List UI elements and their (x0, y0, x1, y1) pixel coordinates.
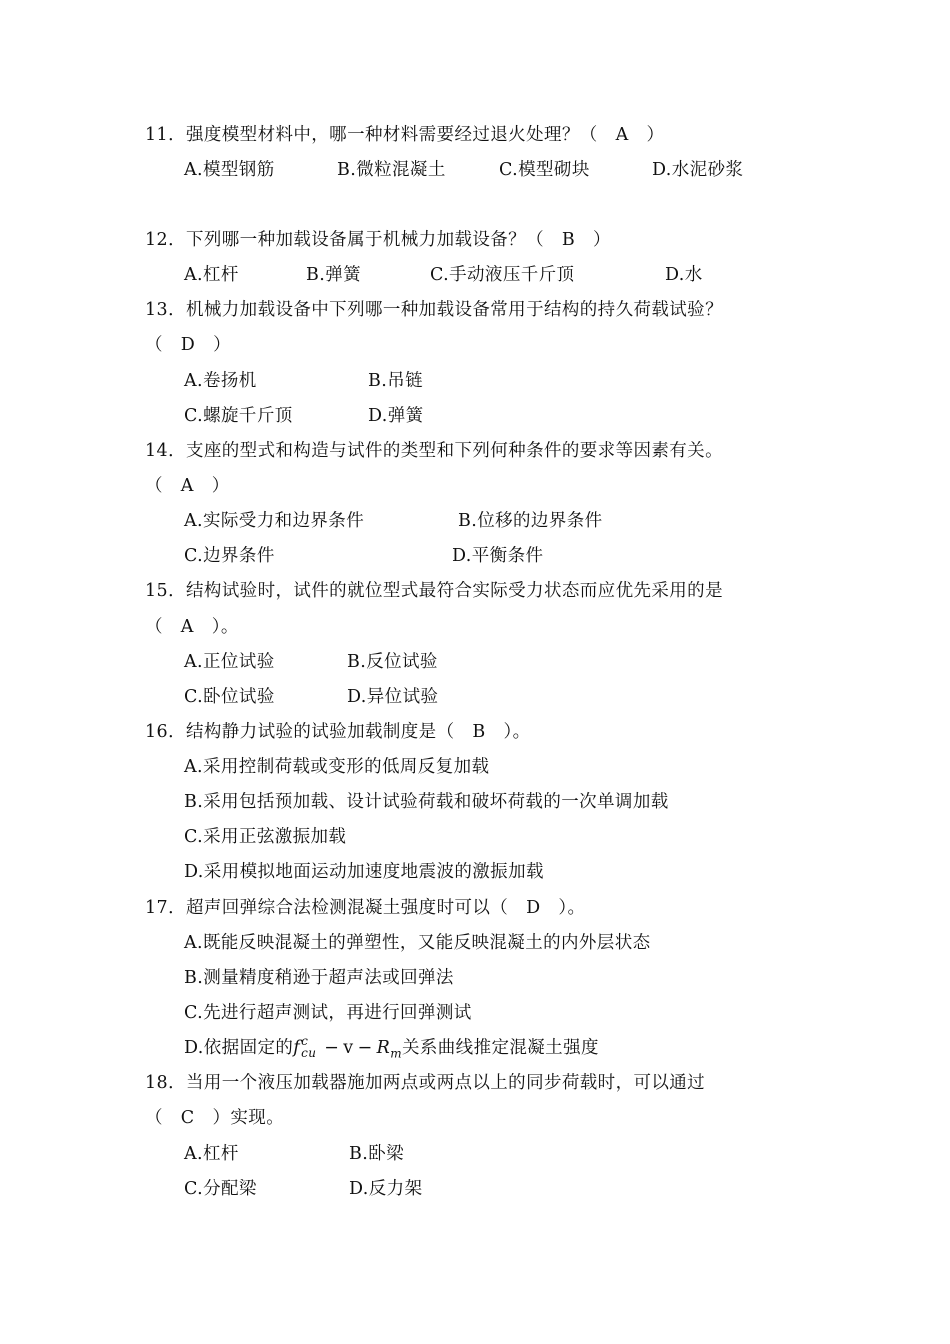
question-13-option-c: C.螺旋千斤顶 (184, 406, 293, 426)
question-17-option-d-suffix: 关系曲线推定混凝土强度 (401, 1038, 599, 1058)
formula-r: R (376, 1038, 391, 1058)
question-15-stem: 15．结构试验时，试件的就位型式最符合实际受力状态而应优先采用的是 (145, 581, 723, 601)
question-11-option-d: D.水泥砂浆 (652, 160, 744, 180)
formula-minus-1: − (324, 1038, 340, 1058)
question-13-option-d: D.弹簧 (368, 406, 424, 426)
question-14-stem: 14．支座的型式和构造与试件的类型和下列何种条件的要求等因素有关。 (145, 441, 723, 461)
question-15-option-a: A.正位试验 (184, 652, 275, 672)
question-17-option-d (184, 1034, 599, 1065)
question-15-answer: （ A ）。 (145, 617, 239, 637)
question-12-option-b: B.弹簧 (306, 265, 362, 285)
formula-f-sup: c (301, 1034, 309, 1048)
question-13-answer: （ D ） (145, 335, 232, 355)
question-18-option-a: A.杠杆 (184, 1144, 239, 1164)
question-16-option-b: B.采用包括预加载、设计试验荷载和破坏荷载的一次单调加载 (184, 792, 669, 812)
question-14-option-b: B.位移的边界条件 (458, 511, 603, 531)
question-16-stem: 16．结构静力试验的试验加载制度是（ B ）。 (145, 722, 531, 742)
question-12-stem: 12．下列哪一种加载设备属于机械力加载设备？（ B ） (145, 230, 611, 250)
question-17-option-b: B.测量精度稍逊于超声法或回弹法 (184, 968, 454, 988)
question-14-answer: （ A ） (145, 476, 230, 496)
question-17-option-a: A.既能反映混凝土的弹塑性，又能反映混凝土的内外层状态 (184, 933, 651, 953)
question-15-option-d: D.异位试验 (347, 687, 439, 707)
formula-f-sub: cu (301, 1046, 317, 1060)
question-16-option-c: C.采用正弦激振加载 (184, 827, 347, 847)
question-16-option-d: D.采用模拟地面运动加速度地震波的激振加载 (184, 862, 544, 882)
question-17-option-c: C.先进行超声测试，再进行回弹测试 (184, 1003, 472, 1023)
question-12-option-a: A.杠杆 (184, 265, 239, 285)
question-14-option-d: D.平衡条件 (452, 546, 544, 566)
question-17-stem: 17．超声回弹综合法检测混凝土强度时可以（ D ）。 (145, 898, 586, 918)
formula-minus-2: − (357, 1038, 373, 1058)
formula-v: v (343, 1038, 354, 1058)
question-14-option-c: C.边界条件 (184, 546, 275, 566)
question-13-option-b: B.吊链 (368, 371, 424, 391)
question-16-option-a: A.采用控制荷载或变形的低周反复加载 (184, 757, 490, 777)
question-18-option-d: D.反力架 (349, 1179, 423, 1199)
question-18-answer: （ C ）实现。 (145, 1108, 285, 1128)
question-14-option-a: A.实际受力和边界条件 (184, 511, 365, 531)
question-13-stem: 13．机械力加载设备中下列哪一种加载设备常用于结构的持久荷载试验？ (145, 300, 723, 320)
question-15-option-c: C.卧位试验 (184, 687, 275, 707)
question-13-option-a: A.卷扬机 (184, 371, 257, 391)
question-11-option-a: A.模型钢筋 (184, 160, 275, 180)
question-11-stem: 11．强度模型材料中，哪一种材料需要经过退火处理？（ A ） (145, 125, 665, 145)
question-18-option-b: B.卧梁 (349, 1144, 405, 1164)
strength-formula (293, 1034, 402, 1065)
formula-r-sub: m (390, 1046, 402, 1061)
formula-f: f (293, 1038, 301, 1058)
question-18-stem: 18．当用一个液压加载器施加两点或两点以上的同步荷载时，可以通过 (145, 1073, 706, 1093)
question-18-option-c: C.分配梁 (184, 1179, 257, 1199)
question-17-option-d-prefix: D.依据固定的 (184, 1038, 294, 1058)
question-11-option-b: B.微粒混凝土 (337, 160, 446, 180)
question-12-option-c: C.手动液压千斤顶 (430, 265, 575, 285)
question-12-option-d: D.水 (665, 265, 703, 285)
question-15-option-b: B.反位试验 (347, 652, 438, 672)
question-11-option-c: C.模型砌块 (499, 160, 590, 180)
